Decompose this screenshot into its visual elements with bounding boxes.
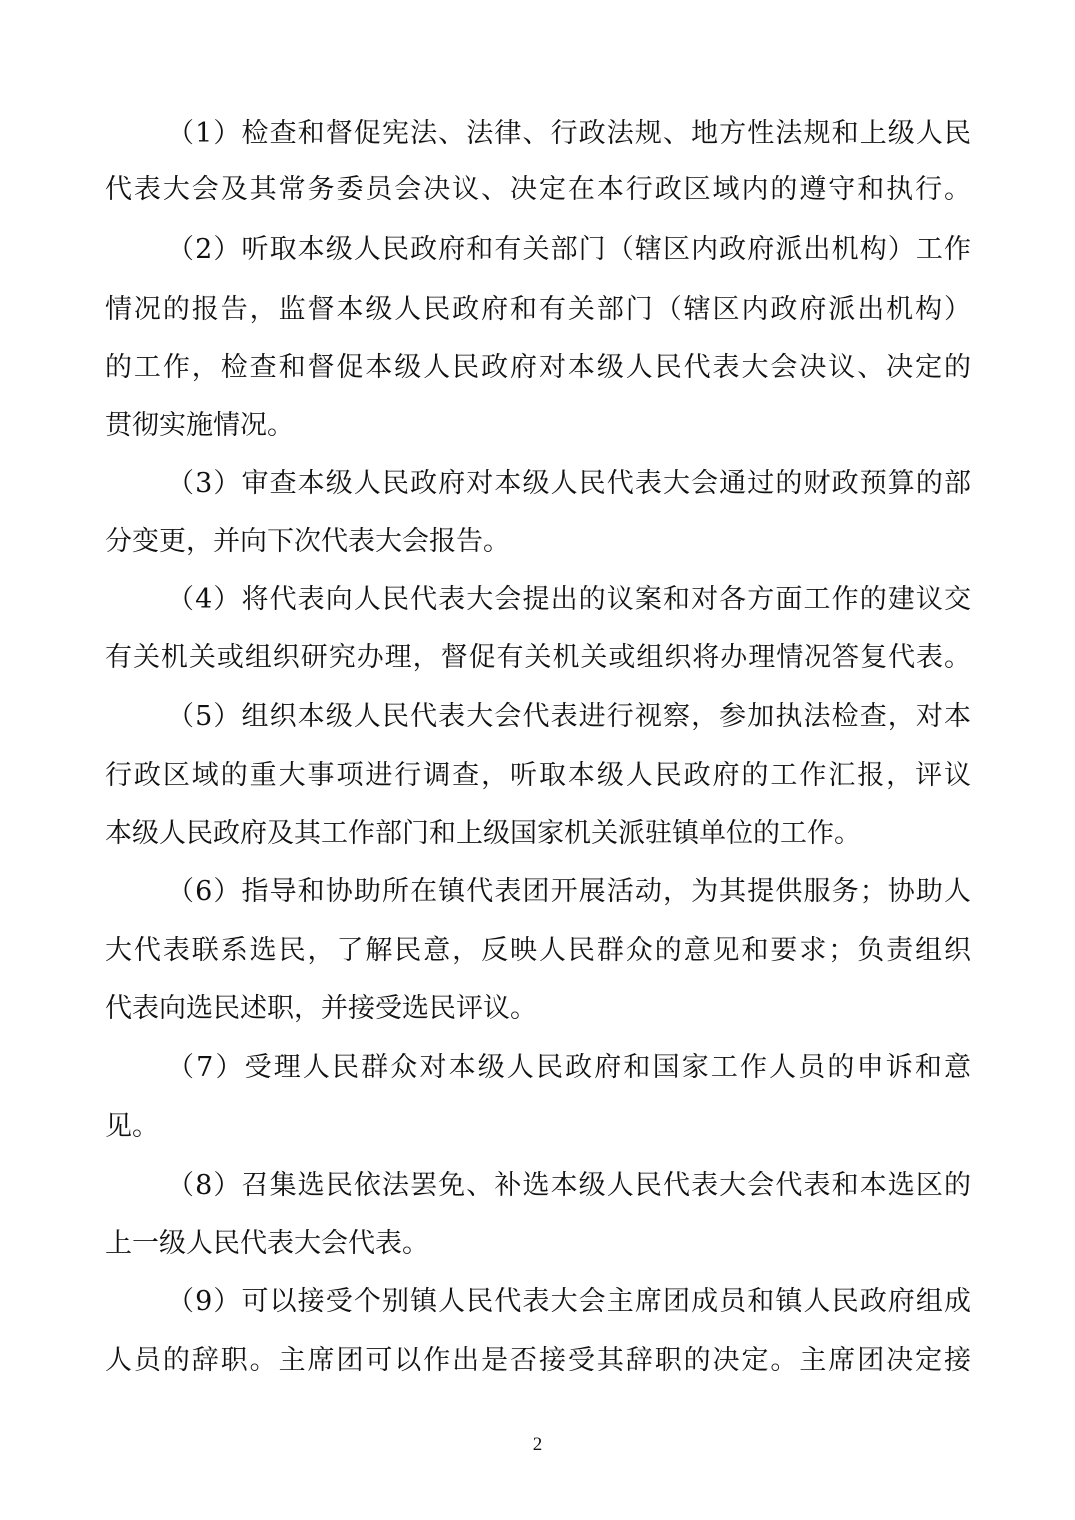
paragraph-line: 大代表联系选民，了解民意，反映人民群众的意见和要求；负责组织 — [105, 935, 971, 966]
paragraph-line: 分变更，并向下次代表大会报告。 — [105, 526, 510, 557]
paragraph-line: 行政区域的重大事项进行调查，听取本级人民政府的工作汇报，评议 — [105, 760, 971, 791]
paragraph-line: （1）检查和督促宪法、法律、行政法规、地方性法规和上级人民 — [167, 118, 971, 149]
paragraph-line: （6）指导和协助所在镇代表团开展活动，为其提供服务；协助人 — [167, 876, 971, 907]
paragraph-line: （4）将代表向人民代表大会提出的议案和对各方面工作的建议交 — [167, 584, 971, 615]
paragraph-line: 见。 — [105, 1111, 159, 1142]
paragraph-line: 贯彻实施情况。 — [105, 410, 294, 441]
paragraph-line: 本级人民政府及其工作部门和上级国家机关派驻镇单位的工作。 — [105, 818, 861, 849]
paragraph-line: （2）听取本级人民政府和有关部门（辖区内政府派出机构）工作 — [167, 234, 971, 265]
paragraph-line: 的工作，检查和督促本级人民政府对本级人民代表大会决议、决定的 — [105, 352, 971, 383]
paragraph-line: （5）组织本级人民代表大会代表进行视察，参加执法检查，对本 — [167, 701, 971, 732]
paragraph-line: 情况的报告，监督本级人民政府和有关部门（辖区内政府派出机构） — [105, 294, 971, 325]
paragraph-line: 有关机关或组织研究办理，督促有关机关或组织将办理情况答复代表。 — [105, 642, 971, 673]
paragraph-line: （7）受理人民群众对本级人民政府和国家工作人员的申诉和意 — [167, 1052, 971, 1083]
paragraph-line: 人员的辞职。主席团可以作出是否接受其辞职的决定。主席团决定接 — [105, 1345, 971, 1376]
paragraph-line: （8）召集选民依法罢免、补选本级人民代表大会代表和本选区的 — [167, 1170, 971, 1201]
paragraph-line: （9）可以接受个别镇人民代表大会主席团成员和镇人民政府组成 — [167, 1286, 971, 1317]
page-number: 2 — [532, 1434, 543, 1455]
paragraph-line: （3）审查本级人民政府对本级人民代表大会通过的财政预算的部 — [167, 468, 971, 499]
paragraph-line: 上一级人民代表大会代表。 — [105, 1228, 429, 1259]
paragraph-line: 代表大会及其常务委员会决议、决定在本行政区域内的遵守和执行。 — [105, 174, 971, 205]
paragraph-line: 代表向选民述职，并接受选民评议。 — [105, 993, 537, 1024]
